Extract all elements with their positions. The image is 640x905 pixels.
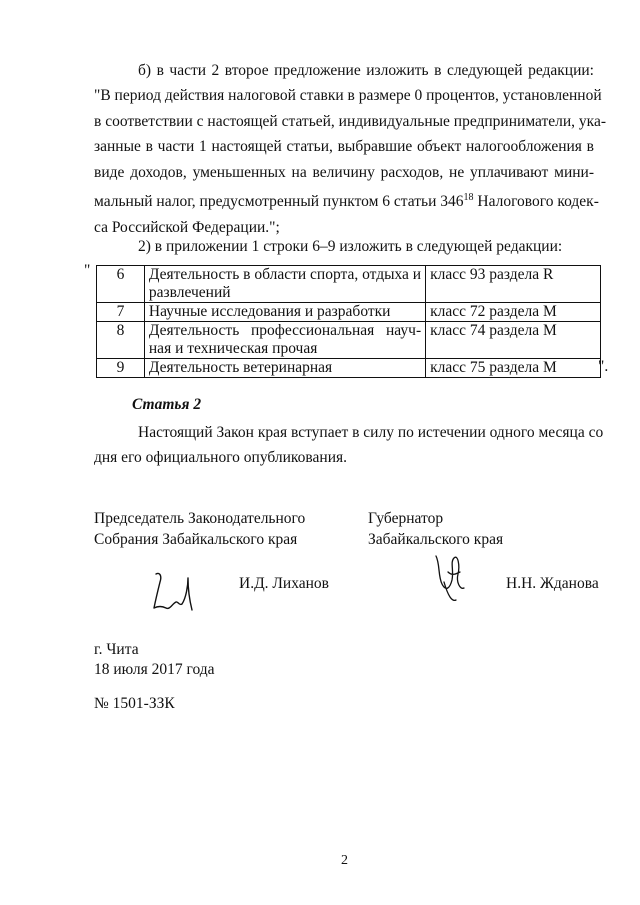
superscript: 18 [463, 192, 474, 204]
article-text-line: Настоящий Закон края вступает в силу по истечении одного месяца со [138, 424, 604, 441]
appendix-rows-table [96, 265, 601, 378]
table-row [97, 322, 601, 359]
quote-open: " [84, 262, 91, 279]
table-row [97, 303, 601, 322]
row-number: 9 [97, 359, 145, 378]
activity-name [144, 266, 425, 303]
article-text [94, 420, 604, 471]
paragraph-b [94, 58, 607, 240]
governor-signature [430, 552, 470, 606]
activity-name-line: Деятельность в области спорта, отдыха и [148, 266, 422, 283]
table-row [97, 359, 601, 378]
governor-name: Н.Н. Жданова [506, 575, 599, 592]
para-b-line-6-tail: Налогового кодек- [473, 193, 599, 211]
quote-close: ". [598, 358, 609, 375]
activity-name [144, 322, 425, 359]
row-number: 8 [97, 322, 145, 359]
classification: класс 74 раздела M [426, 322, 601, 359]
para-b-line-6 [94, 185, 599, 215]
chairman-title-line: Председатель Законодательного [94, 510, 306, 527]
activity-name-line: Деятельность ветеринарная [148, 359, 333, 376]
para-b-line: в соответствии с настоящей статьей, индивидуальные предприниматели, ука- [94, 112, 607, 130]
chairman-signature [146, 568, 198, 616]
paragraph-2 [138, 234, 594, 259]
activity-name-line: развлечений [148, 284, 231, 301]
governor-title [368, 508, 503, 550]
governor-title-line: Забайкальского края [368, 531, 504, 548]
classification: класс 72 раздела M [426, 303, 601, 322]
activity-name-line: Научные исследования и разработки [148, 303, 391, 320]
table-row [97, 266, 601, 303]
place: г. Чита [94, 641, 139, 658]
para-b-line: занные в части 1 настоящей статьи, выбравшие объект налогообложения в [94, 138, 594, 156]
article-text-line: дня его официального опубликования. [94, 449, 348, 467]
page-number: 2 [341, 853, 348, 868]
para-b-line: виде доходов, уменьшенных на величину расходов, не уплачивают мини- [94, 163, 594, 181]
row-number: 6 [97, 266, 145, 303]
activity-name [144, 359, 425, 378]
law-number: № 1501-ЗЗК [94, 695, 175, 712]
chairman-title-line: Собрания Забайкальского края [94, 531, 298, 548]
article-title: Статья 2 [132, 396, 202, 413]
activity-name-line: Деятельность профессиональная науч- [148, 322, 422, 339]
governor-title-line: Губернатор [368, 510, 444, 527]
classification: класс 75 раздела M [426, 359, 601, 378]
para-b-line: са Российской Федерации."; [94, 218, 280, 236]
activity-name [144, 303, 425, 322]
place-date [94, 640, 215, 680]
date: 18 июля 2017 года [94, 661, 215, 678]
classification: класс 93 раздела R [426, 266, 601, 303]
para-b-line-6-head: мальный налог, предусмотренный пунктом 6 статьи 346 [94, 193, 464, 211]
chairman-title [94, 508, 305, 550]
activity-name-line: ная и техническая прочая [148, 340, 318, 357]
chairman-name: И.Д. Лиханов [239, 575, 329, 592]
para-b-line: "В период действия налоговой ставки в размере 0 процентов, установленной [94, 87, 602, 105]
row-number: 7 [97, 303, 145, 322]
para-b-line: б) в части 2 второе предложение изложить в следующей редакции: [138, 62, 594, 79]
para-2-line: 2) в приложении 1 строки 6–9 изложить в следующей редакции: [138, 238, 563, 255]
